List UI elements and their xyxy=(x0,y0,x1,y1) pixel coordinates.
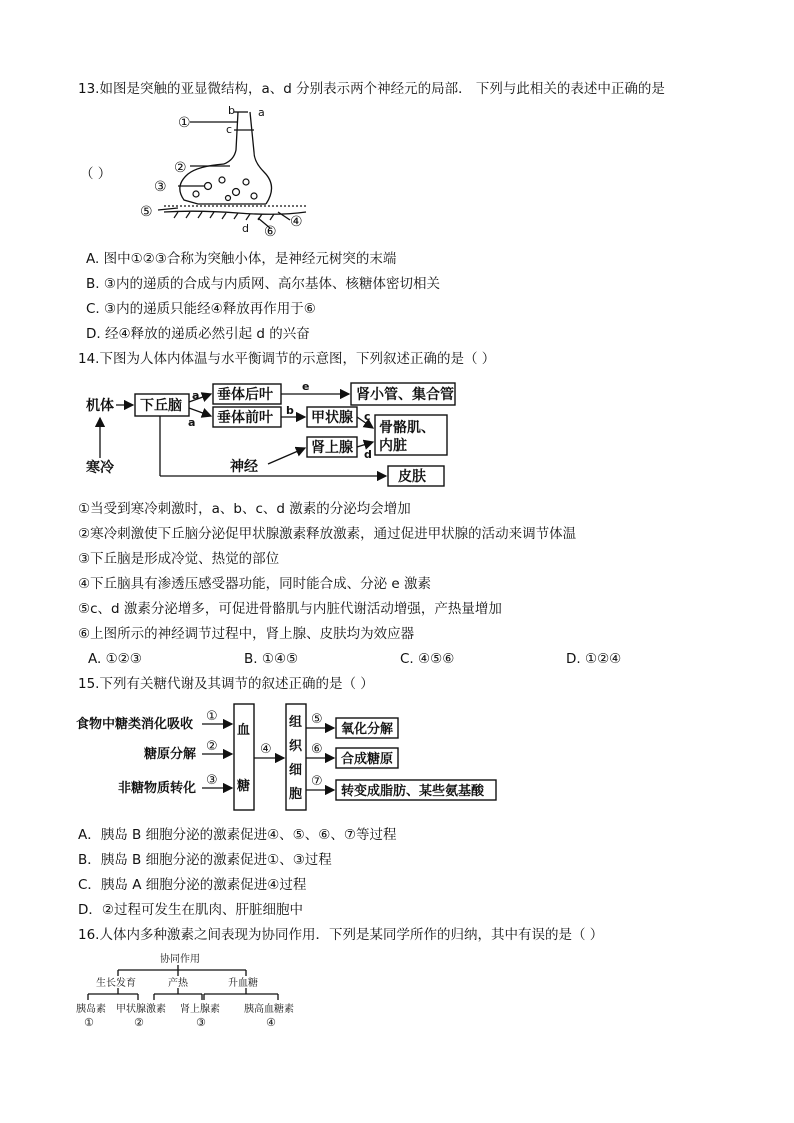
label-5: ⑤ xyxy=(140,204,153,220)
label-food-digestion: 食物中糖类消化吸收 xyxy=(76,717,194,732)
label-4: ④ xyxy=(290,214,303,230)
q14-item-6: ⑥上图所示的神经调节过程中，肾上腺、皮肤均为效应器 xyxy=(78,626,415,642)
label-3: ③ xyxy=(206,773,218,788)
q13-stem: 13.如图是突触的亚显微结构，a、d 分别表示两个神经元的局部． 下列与此相关的表述中正确的是 xyxy=(78,81,665,97)
q14-stem: 14.下图为人体内体温与水平衡调节的示意图，下列叙述正确的是（ ） xyxy=(78,351,496,367)
label-synergy: 协同作用 xyxy=(160,954,200,965)
q15-option-d[interactable]: D．②过程可发生在肌肉、肝脏细胞中 xyxy=(78,902,303,918)
label-thyroid: 甲状腺 xyxy=(311,410,353,426)
label-viscera: 内脏 xyxy=(379,438,407,454)
label-adrenal: 肾上腺 xyxy=(311,440,353,456)
label-blood: 血 xyxy=(237,723,251,738)
label-1: ① xyxy=(178,115,191,131)
label-c: c xyxy=(226,123,233,136)
label-insulin: 胰岛素 xyxy=(76,1004,106,1015)
label-muscle: 骨骼肌、 xyxy=(379,420,435,436)
q13-option-c[interactable]: C. ③内的递质只能经④释放再作用于⑥ xyxy=(86,301,316,317)
label-sugar: 糖 xyxy=(237,779,251,794)
q15-option-b[interactable]: B．胰岛 B 细胞分泌的激素促进①、③过程 xyxy=(78,852,332,868)
q14-item-2: ②寒冷刺激使下丘脑分泌促甲状腺激素释放激素，通过促进甲状腺的活动来调节体温 xyxy=(78,526,577,542)
label-cold: 寒冷 xyxy=(86,460,114,476)
label-b: b xyxy=(228,104,235,117)
vesicles xyxy=(193,177,257,201)
hormone-synergy-diagram xyxy=(74,950,306,1030)
label-c: c xyxy=(364,410,371,423)
label-heat: 产热 xyxy=(168,978,188,989)
label-4: ④ xyxy=(260,742,272,757)
label-oxidation: 氧化分解 xyxy=(341,722,394,737)
label-raise-glucose: 升血糖 xyxy=(228,978,258,989)
label-d: d xyxy=(364,448,372,461)
label-skin: 皮肤 xyxy=(398,469,426,485)
q14-choice-b[interactable]: B. ①④⑤ xyxy=(244,651,299,667)
q15-stem: 15.下列有关糖代谢及其调节的叙述正确的是（ ） xyxy=(78,676,374,692)
label-6: ⑥ xyxy=(264,224,277,240)
label-adrenaline: 肾上腺素 xyxy=(180,1004,220,1015)
label-hypothalamus: 下丘脑 xyxy=(140,398,182,414)
label-posterior-pituitary: 垂体后叶 xyxy=(217,387,273,403)
label-b: b xyxy=(286,404,294,417)
q16-stem: 16.人体内多种激素之间表现为协同作用．下列是某同学所作的归纳，其中有误的是（ ） xyxy=(78,927,604,943)
q14-choice-c[interactable]: C. ④⑤⑥ xyxy=(400,651,455,667)
label-a: a xyxy=(258,106,265,119)
q13-option-a[interactable]: A. 图中①②③合称为突触小体，是神经元树突的末端 xyxy=(86,251,397,267)
synapse-diagram xyxy=(138,100,313,240)
q13-option-b[interactable]: B. ③内的递质的合成与内质网、高尔基体、核糖体密切相关 xyxy=(86,276,440,292)
label-anterior-pituitary: 垂体前叶 xyxy=(217,410,273,426)
label-nerve: 神经 xyxy=(230,459,258,475)
label-a2: a xyxy=(188,416,196,429)
label-4: ④ xyxy=(266,1016,276,1029)
q15-option-a[interactable]: A．胰岛 B 细胞分泌的激素促进④、⑤、⑥、⑦等过程 xyxy=(78,827,397,843)
label-2: ② xyxy=(174,160,187,176)
q14-item-4: ④下丘脑具有渗透压感受器功能，同时能合成、分泌 e 激素 xyxy=(78,576,431,592)
label-d: d xyxy=(242,222,249,235)
label-growth: 生长发育 xyxy=(96,978,136,989)
label-5: ⑤ xyxy=(311,712,323,727)
label-1: ① xyxy=(206,709,218,724)
q14-item-5: ⑤c、d 激素分泌增多，可促进骨骼肌与内脏代谢活动增强，产热量增加 xyxy=(78,601,502,617)
label-6: ⑥ xyxy=(311,742,323,757)
label-conversion: 转变成脂肪、某些氨基酸 xyxy=(341,784,485,799)
q13-answer-paren: （ ） xyxy=(80,166,112,182)
label-2: ② xyxy=(206,739,218,754)
q14-item-3: ③下丘脑是形成冷觉、热觉的部位 xyxy=(78,551,280,567)
box-blood-glucose xyxy=(234,704,254,810)
label-kidney: 肾小管、集合管 xyxy=(356,387,454,403)
label-1: ① xyxy=(84,1016,94,1029)
label-cell-4: 胞 xyxy=(289,787,303,802)
glucose-metabolism-diagram xyxy=(76,702,506,814)
label-e: e xyxy=(302,380,310,393)
label-body: 机体 xyxy=(86,398,114,414)
label-cell-2: 织 xyxy=(289,739,303,754)
label-2: ② xyxy=(134,1016,144,1029)
label-thyroxine: 甲状腺激素 xyxy=(116,1004,166,1015)
q14-choice-a[interactable]: A. ①②③ xyxy=(88,651,142,667)
label-synth-glycogen: 合成糖原 xyxy=(341,752,394,767)
label-7: ⑦ xyxy=(311,774,323,789)
label-cell-3: 细 xyxy=(289,763,303,778)
label-glycogen-breakdown: 糖原分解 xyxy=(144,747,197,762)
label-non-sugar: 非糖物质转化 xyxy=(118,781,197,796)
q15-option-c[interactable]: C．胰岛 A 细胞分泌的激素促进④过程 xyxy=(78,877,307,893)
label-glucagon: 胰高血糖素 xyxy=(244,1004,294,1015)
q13-option-d[interactable]: D. 经④释放的递质必然引起 d 的兴奋 xyxy=(86,326,310,342)
label-cell-1: 组 xyxy=(289,715,303,730)
q14-choice-d[interactable]: D. ①②④ xyxy=(566,651,622,667)
q14-item-1: ①当受到寒冷刺激时，a、b、c、d 激素的分泌均会增加 xyxy=(78,501,411,517)
label-3: ③ xyxy=(154,179,167,195)
label-3: ③ xyxy=(196,1016,206,1029)
thermoregulation-diagram xyxy=(80,376,470,488)
label-a: a xyxy=(192,389,200,402)
